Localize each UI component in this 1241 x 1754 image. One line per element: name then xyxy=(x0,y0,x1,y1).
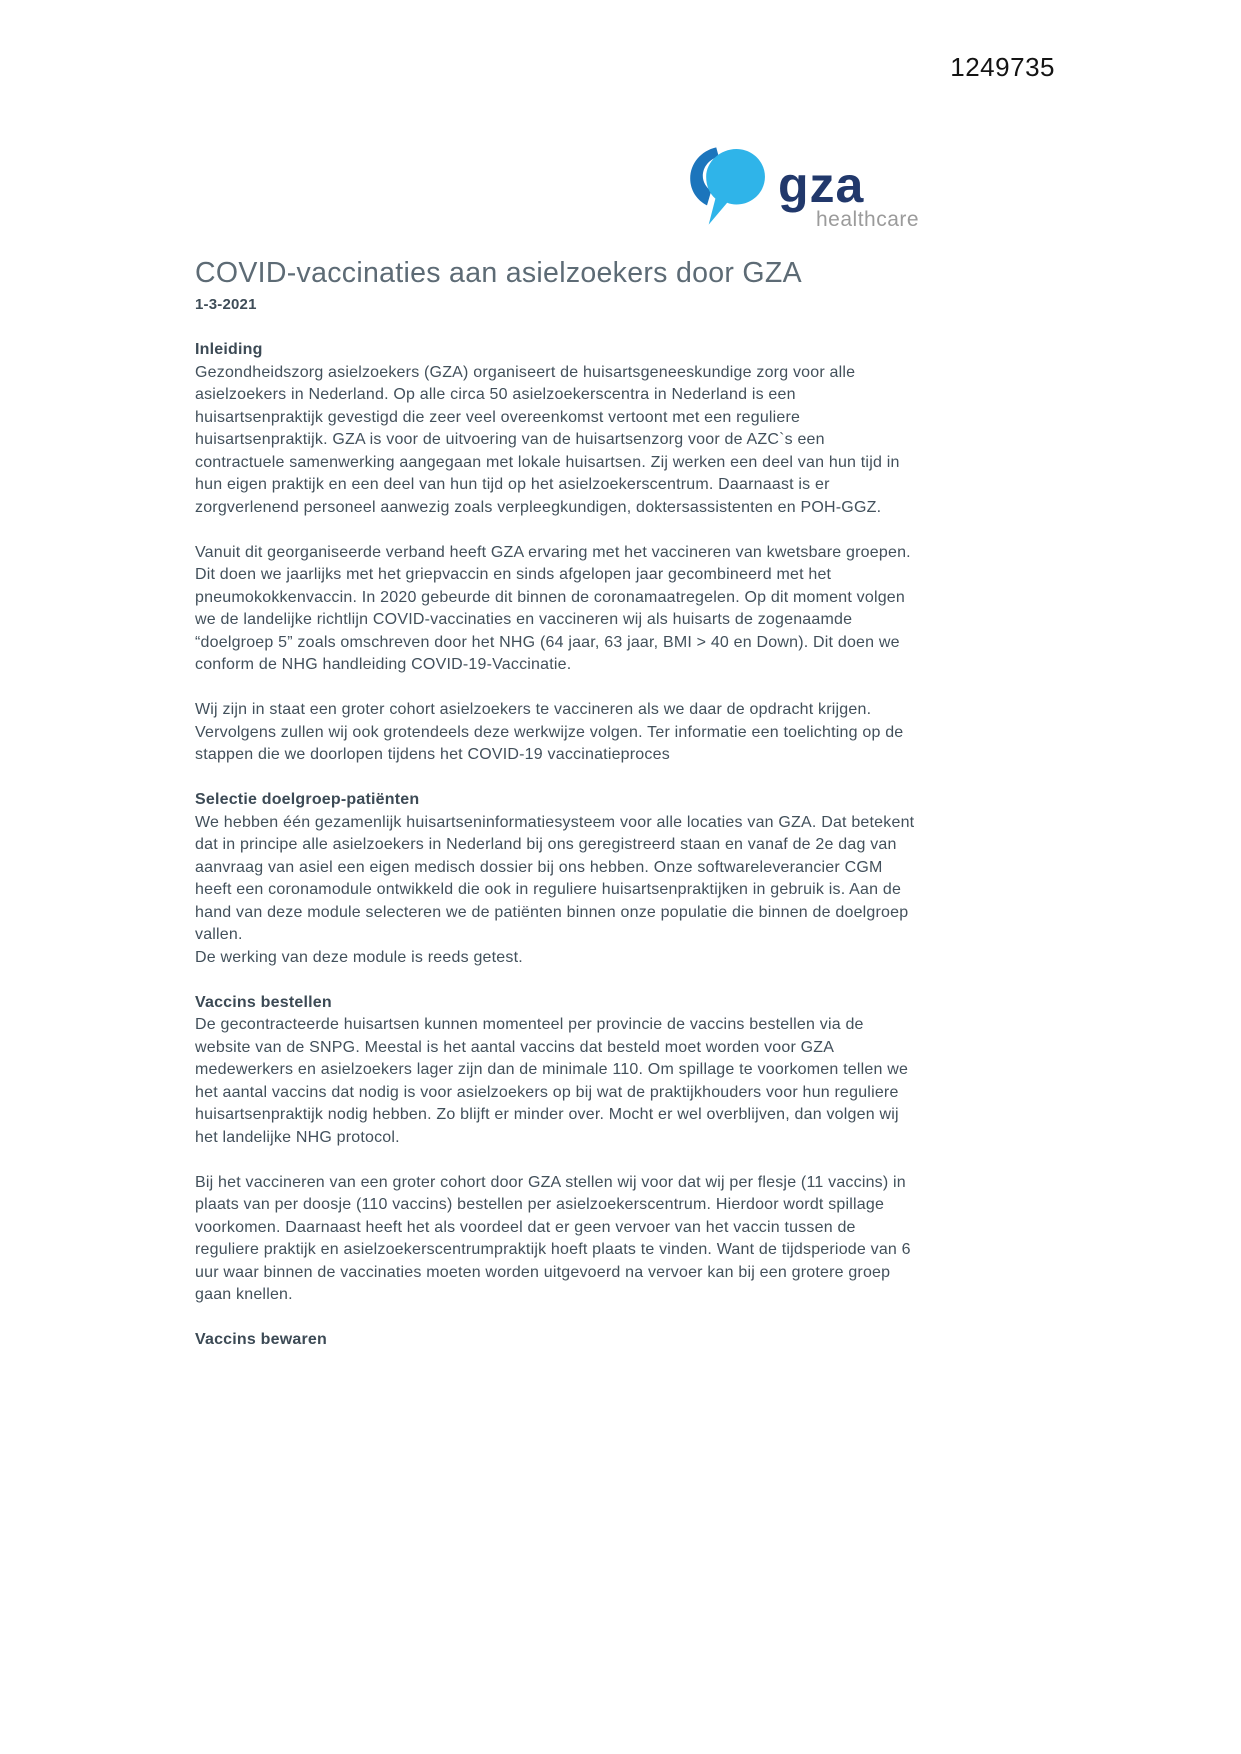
section-vaccins-bestellen xyxy=(195,992,917,1307)
section-heading-vaccins-bestellen: Vaccins bestellen xyxy=(195,993,332,1011)
paragraph: De werking van deze module is reeds getest. xyxy=(195,948,523,966)
document-date: 1-3-2021 xyxy=(195,296,257,314)
section-inleiding xyxy=(195,339,917,767)
document-body xyxy=(195,256,917,1352)
logo-tagline-text: healthcare xyxy=(816,208,920,231)
paragraph: Bij het vaccineren van een groter cohort door GZA stellen wij voor dat wij per flesje (11 vaccins) in plaats van per doosje (110 vaccins) bestellen per asielzoekerscentrum. Hierdoor wordt spillage voorkomen. Daarnaast heeft het als voordeel dat er geen vervoer van het vaccin tussen de reguliere praktijk en asielzoekerscentrumpraktijk hoeft plaats te vinden. Want de tijdsperiode van 6 uur waar binnen de vaccinaties moeten worden uitgevoerd na vervoer kan bij een grotere groep gaan knellen. xyxy=(195,1173,911,1304)
paragraph: We hebben één gezamenlijk huisartseninformatiesysteem voor alle locaties van GZA. Dat betekent dat in principe alle asielzoekers in Nederland bij ons geregistreerd staan en vanaf de 2e dag van aanvraag van asiel een eigen medisch dossier bij ons hebben. Onze softwareleverancier CGM heeft een coronamodule ontwikkeld die ook in reguliere huisartsenpraktijken in gebruik is. Aan de hand van deze module selecteren we de patiënten binnen onze populatie die binnen de doelgroep vallen. xyxy=(195,813,915,944)
section-heading-vaccins-bewaren: Vaccins bewaren xyxy=(195,1331,327,1349)
paragraph: Vanuit dit georganiseerde verband heeft GZA ervaring met het vaccineren van kwetsbare groepen. Dit doen we jaarlijks met het griepvaccin en sinds afgelopen jaar gecombineerd met het pneumokokkenvaccin. In 2020 gebeurde dit binnen de coronamaatregelen. Op dit moment volgen we de landelijke richtlijn COVID-vaccinaties en vaccineren wij als huisarts de zogenaamde “doelgroep 5” zoals omschreven door het NHG (64 jaar, 63 jaar, BMI > 40 en Down). Dit doen we conform de NHG handleiding COVID-19-Vaccinatie. xyxy=(195,543,911,674)
document-title: COVID-vaccinaties aan asielzoekers door GZA xyxy=(195,257,802,289)
section-vaccins-bewaren xyxy=(195,1329,917,1352)
paragraph: De gecontracteerde huisartsen kunnen momenteel per provincie de vaccins bestellen via de website van de SNPG. Meestal is het aantal vaccins dat besteld moet worden voor GZA medewerkers en asielzoekers lager zijn dan de minimale 110. Om spillage te voorkomen tellen we het aantal vaccins dat nodig is voor asielzoekers op bij wat de praktijkhouders voor hun reguliere huisartsenpraktijk nodig hebben. Zo blijft er minder over. Mocht er wel overblijven, dan volgen wij het landelijke NHG protocol. xyxy=(195,1016,909,1146)
gza-logo xyxy=(686,140,919,232)
section-heading-selectie-doelgroep-patienten: Selectie doelgroep-patiënten xyxy=(195,791,420,809)
gza-logo-icon xyxy=(686,140,770,232)
logo-brand-text: gza xyxy=(778,157,865,213)
paragraph: Gezondheidszorg asielzoekers (GZA) organiseert de huisartsgeneeskundige zorg voor alle asielzoekers in Nederland. Op alle circa 50 asielzoekerscentra in Nederland is een huisartsenpraktijk gevestigd die zeer veel overeenkomst vertoont met een reguliere huisartsenpraktijk. GZA is voor de uitvoering van de huisartsenzorg voor de AZC`s een contractuele samenwerking aangegaan met lokale huisartsen. Zij werken een deel van hun tijd in hun eigen praktijk en een deel van hun tijd op het asielzoekerscentrum. Daarnaast is er zorgverlenend personeel aanwezig zoals verpleegkundigen, doktersassistenten en POH-GGZ. xyxy=(195,363,900,516)
paragraph: Wij zijn in staat een groter cohort asielzoekers te vaccineren als we daar de opdracht krijgen. Vervolgens zullen wij ook grotendeels deze werkwijze volgen. Ter informatie een toelichting op de stappen die we doorlopen tijdens het COVID-19 vaccinatieproces xyxy=(195,701,904,764)
section-heading-inleiding: Inleiding xyxy=(195,341,263,359)
section-selectie-doelgroep-patienten xyxy=(195,789,917,969)
logo-text xyxy=(778,157,920,232)
doc-number: 1249735 xyxy=(950,52,1055,82)
